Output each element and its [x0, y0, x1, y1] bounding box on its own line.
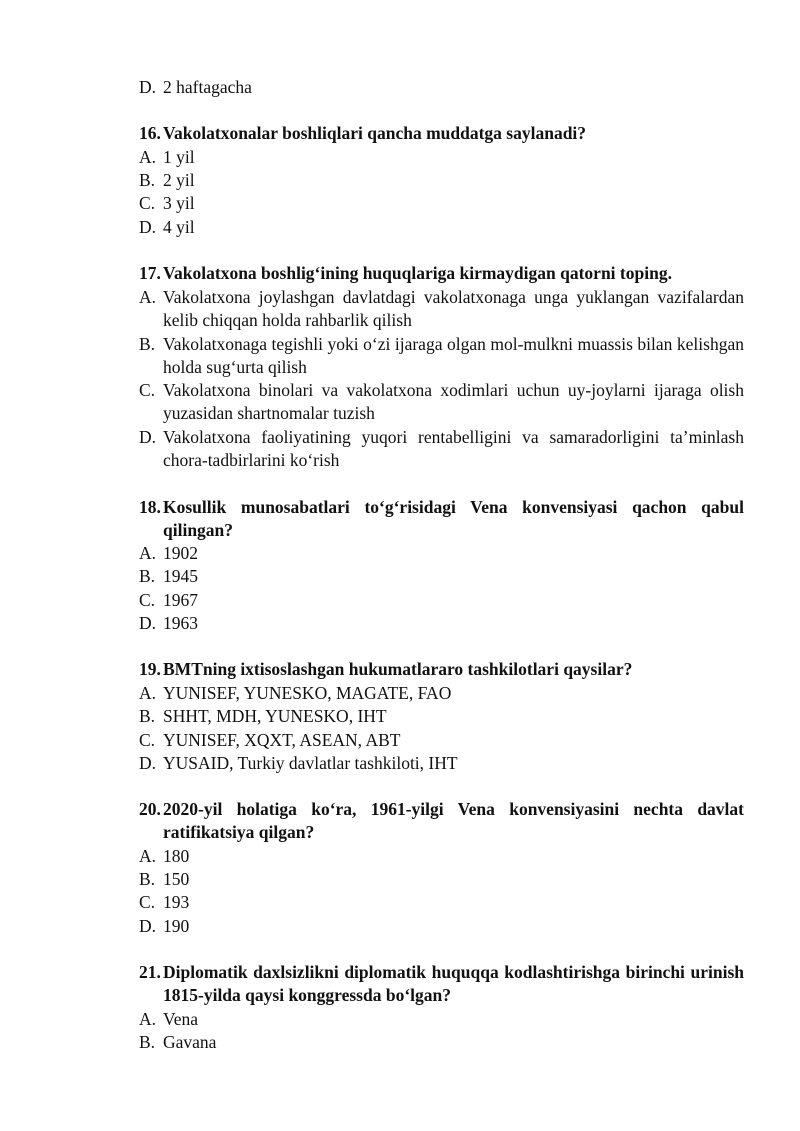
- option-text: Vakolatxona joylashgan davlatdagi vakolatxonaga unga yuklangan vazifalardan kelib chiqqan holda rahbarlik qilish: [163, 287, 744, 331]
- option-letter: A.: [139, 543, 157, 563]
- option-text: 2 yil: [163, 170, 195, 190]
- option-text: 190: [163, 916, 190, 936]
- option-letter: A.: [139, 846, 157, 866]
- question-20: [139, 798, 744, 845]
- question-text: BMTning ixtisoslashgan hukumatlararo tashkilotlari qaysilar?: [163, 659, 633, 679]
- question-19: [139, 658, 744, 681]
- question-21: [139, 961, 744, 1008]
- option-text: Vakolatxonaga tegishli yoki o‘zi ijaraga olgan mol-mulkni muassis bilan kelishgan holda sug‘urta qilish: [163, 334, 744, 378]
- question-number: 16.: [139, 123, 161, 143]
- question-18: [139, 496, 744, 543]
- option-text: SHHT, MDH, YUNESKO, IHT: [163, 706, 387, 726]
- option-text: 150: [163, 869, 190, 889]
- option-letter: C.: [139, 193, 156, 213]
- option-letter: C.: [139, 590, 156, 610]
- question-text: Vakolatxona boshlig‘ining huquqlariga kirmaydigan qatorni toping.: [163, 263, 672, 283]
- option-letter: A.: [139, 1009, 157, 1029]
- option-text: 1967: [163, 590, 198, 610]
- option-text: 1963: [163, 613, 198, 633]
- option-text: 1945: [163, 566, 198, 586]
- question-number: 19.: [139, 659, 161, 679]
- option-letter: B.: [139, 706, 156, 726]
- option-letter: D.: [139, 427, 157, 447]
- option-letter: A.: [139, 683, 157, 703]
- option-letter: D.: [139, 916, 157, 936]
- option-text: YUSAID, Turkiy davlatlar tashkiloti, IHT: [163, 753, 458, 773]
- option-letter: B.: [139, 170, 156, 190]
- question-16: [139, 122, 744, 145]
- option-letter: A.: [139, 147, 157, 167]
- option-letter: C.: [139, 892, 156, 912]
- question-text: Vakolatxonalar boshliqlari qancha muddatga saylanadi?: [163, 123, 587, 143]
- option-letter: D.: [139, 753, 157, 773]
- option-letter: B.: [139, 869, 156, 889]
- option-text: Gavana: [163, 1032, 217, 1052]
- question-text: 2020-yil holatiga ko‘ra, 1961-yilgi Vena konvensiyasini nechta davlat ratifikatsiya qilgan?: [163, 799, 744, 843]
- question-number: 17.: [139, 263, 161, 283]
- question-text: Kosullik munosabatlari to‘g‘risidagi Vena konvensiyasi qachon qabul qilingan?: [163, 497, 744, 541]
- option-text: Vena: [163, 1009, 198, 1029]
- option-letter: D.: [139, 77, 157, 97]
- option-letter: C.: [139, 380, 156, 400]
- option-letter: B.: [139, 1032, 156, 1052]
- option-text: 193: [163, 892, 190, 912]
- question-17: [139, 262, 744, 285]
- question-number: 18.: [139, 497, 161, 517]
- option-text: YUNISEF, YUNESKO, MAGATE, FAO: [163, 683, 452, 703]
- option-text: 1 yil: [163, 147, 195, 167]
- option-text: Vakolatxona faoliyatining yuqori rentabelligini va samaradorligini ta’minlash chora-tadbirlarini ko‘rish: [163, 427, 744, 471]
- option-text: Vakolatxona binolari va vakolatxona xodimlari uchun uy-joylarni ijaraga olish yuzasidan shartnomalar tuzish: [163, 380, 744, 424]
- question-number: 20.: [139, 799, 161, 819]
- question-text: Diplomatik daxlsizlikni diplomatik huquqqa kodlashtirishga birinchi urinish 1815-yilda qaysi konggressda bo‘lgan?: [163, 962, 744, 1006]
- option-text: 1902: [163, 543, 198, 563]
- option-text: 4 yil: [163, 217, 195, 237]
- option-text: 180: [163, 846, 190, 866]
- option-letter: C.: [139, 730, 156, 750]
- option-text: YUNISEF, XQXT, ASEAN, ABT: [163, 730, 401, 750]
- option-letter: A.: [139, 287, 157, 307]
- option-text: 2 haftagacha: [163, 77, 252, 97]
- option-text: 3 yil: [163, 193, 195, 213]
- option-letter: D.: [139, 217, 157, 237]
- option-letter: D.: [139, 613, 157, 633]
- option-letter: B.: [139, 334, 156, 354]
- question-number: 21.: [139, 962, 161, 982]
- option-letter: B.: [139, 566, 156, 586]
